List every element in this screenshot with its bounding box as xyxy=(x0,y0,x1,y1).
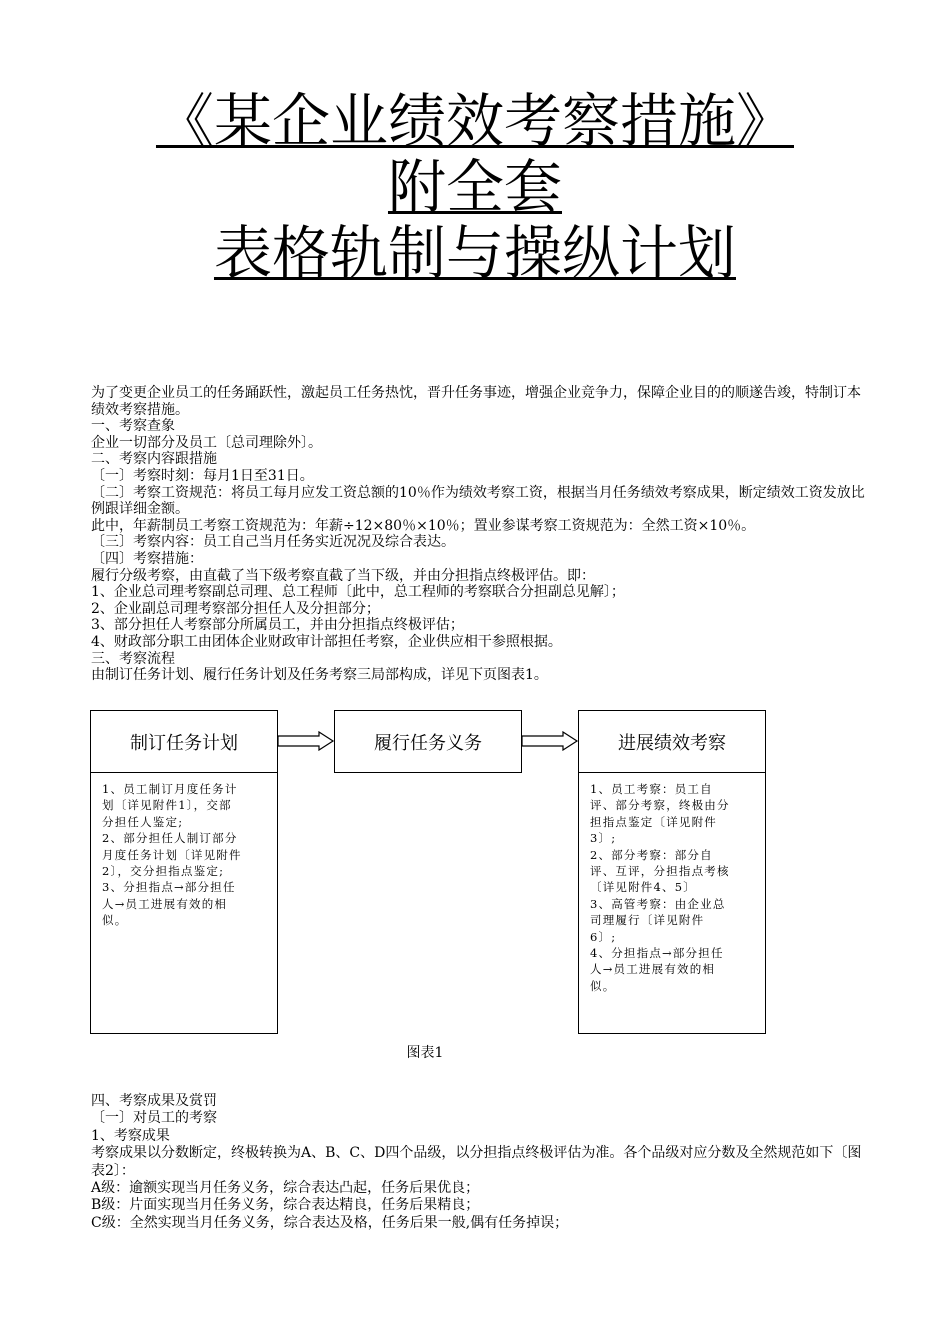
detail-line: 6〕; xyxy=(590,929,617,944)
list-item-4: 4、财政部分职工由团体企业财政审计部担任考察，企业供应相干参照根据。 xyxy=(91,633,562,650)
detail-line: 2、部分担任人制订部分 xyxy=(102,831,238,846)
detail-line: 评、部分考察，终极由分 xyxy=(590,798,730,813)
flow-box-assess: 进展绩效考察 xyxy=(578,710,766,773)
paragraph-method: 履行分级考察，由直截了当下级考察直截了当下级，并由分担指点终极评估。即： xyxy=(91,567,595,584)
document-title xyxy=(0,88,950,286)
subheading-employee: 〔一〕对员工的考察 xyxy=(91,1110,217,1127)
detail-line: 人→员工进展有效的相 xyxy=(590,962,716,977)
paragraph-time: 〔一〕考察时刻：每月1日至31日。 xyxy=(91,467,314,484)
grade-c: C级：全然实现当月任务义务，综合表达及格，任务后果一般,偶有任务掉误； xyxy=(91,1214,569,1231)
figure-caption: 图表1 xyxy=(406,1045,444,1061)
flow-box-plan: 制订任务计划 xyxy=(90,710,278,773)
heading-process: 三、考察流程 xyxy=(91,650,175,667)
body-section-2 xyxy=(91,1093,871,1232)
detail-line: 3、分担指点→部分担任 xyxy=(102,880,236,895)
detail-line: 似。 xyxy=(590,978,616,993)
detail-line: 2、部分考察：部分自 xyxy=(590,847,713,862)
detail-line: 4、分担指点→部分担任 xyxy=(590,946,724,961)
paragraph-method-heading: 〔四〕考察措施： xyxy=(91,550,203,567)
detail-line: 〔详见附件4、5〕 xyxy=(590,880,696,895)
heading-results: 四、考察成果及赏罚 xyxy=(91,1093,217,1109)
grade-a: A级：逾额实现当月任务义务，综合表达凸起，任务后果优良； xyxy=(91,1180,480,1197)
paragraph-intro: 为了变更企业员工的任务踊跃性，激起员工任务热忱，晋升任务事迹，增强企业竞争力，保障企业目的的顺遂告竣，特制订本绩效考察措施。 xyxy=(91,385,861,418)
detail-line: 1、员工考察：员工自 xyxy=(590,782,713,796)
grade-b: B级：片面实现当月任务义务，综合表达精良，任务后果精良； xyxy=(91,1197,480,1214)
detail-line: 司理履行〔详见附件 xyxy=(590,913,705,928)
list-item-1: 1、企业总司理考察副总司理、总工程师〔此中，总工程师的考察联合分担副总见解〕； xyxy=(91,584,625,601)
title-line-2: 附全套 xyxy=(387,153,562,221)
list-item-2: 2、企业副总司理考察部分担任人及分担部分； xyxy=(91,600,380,617)
body-section-1 xyxy=(91,385,871,684)
detail-line: 1、员工制订月度任务计 xyxy=(102,782,238,796)
paragraph-grades: 考察成果以分数断定，终极转换为A、B、C、D四个品级，以分担指点终极评估为准。各个品级对应分数及全然规范如下〔图表2〕： xyxy=(91,1145,862,1179)
paragraph-content: 〔三〕考察内容：员工自己当月任务实近况况及综合表达。 xyxy=(91,534,455,551)
arrow-right-icon xyxy=(277,731,337,751)
flow-detail-left xyxy=(90,772,278,1034)
detail-line: 担指点鉴定〔详见附件 xyxy=(590,814,717,829)
detail-line: 2〕，交分担指点鉴定; xyxy=(102,864,225,879)
paragraph-process: 由制订任务计划、履行任务计划及任务考察三局部构成，详见下页图表1。 xyxy=(91,667,548,684)
paragraph-scope: 企业一切部分及员工〔总司理除外〕。 xyxy=(91,434,322,451)
detail-line: 3〕; xyxy=(590,831,617,846)
flow-detail-right xyxy=(578,772,766,1034)
arrow-right-icon xyxy=(521,731,581,751)
detail-line: 划〔详见附件1〕，交部 xyxy=(102,798,232,813)
flow-box-execute: 履行任务义务 xyxy=(334,710,522,773)
title-line-1: 《某企业绩效考察措施》 xyxy=(155,87,794,155)
detail-line: 评、互评，分担指点考核 xyxy=(590,864,730,879)
paragraph-salary: 〔二〕考察工资规范：将员工每月应发工资总额的10％作为绩效考察工资，根据当月任务绩效考察成果，断定绩效工资发放比例跟详细金额。 xyxy=(91,484,865,518)
title-line-3: 表格轨制与操纵计划 xyxy=(213,219,736,287)
heading-content: 二、考察内容跟措施 xyxy=(91,451,217,468)
paragraph-formula: 此中，年薪制员工考察工资规范为：年薪÷12×80％×10％；置业参谋考察工资规范为：全然工资×10％。 xyxy=(91,517,756,534)
subheading-results: 1、考察成果 xyxy=(91,1127,170,1144)
detail-line: 分担任人鉴定; xyxy=(102,814,184,829)
detail-line: 人→员工进展有效的相 xyxy=(102,896,228,911)
detail-line: 月度任务计划〔详见附件 xyxy=(102,847,242,862)
heading-scope: 一、考察查象 xyxy=(91,418,175,435)
list-item-3: 3、部分担任人考察部分所属员工，并由分担指点终极评估； xyxy=(91,617,464,634)
detail-line: 似。 xyxy=(102,913,128,928)
detail-line: 3、高管考察：由企业总 xyxy=(590,896,726,911)
